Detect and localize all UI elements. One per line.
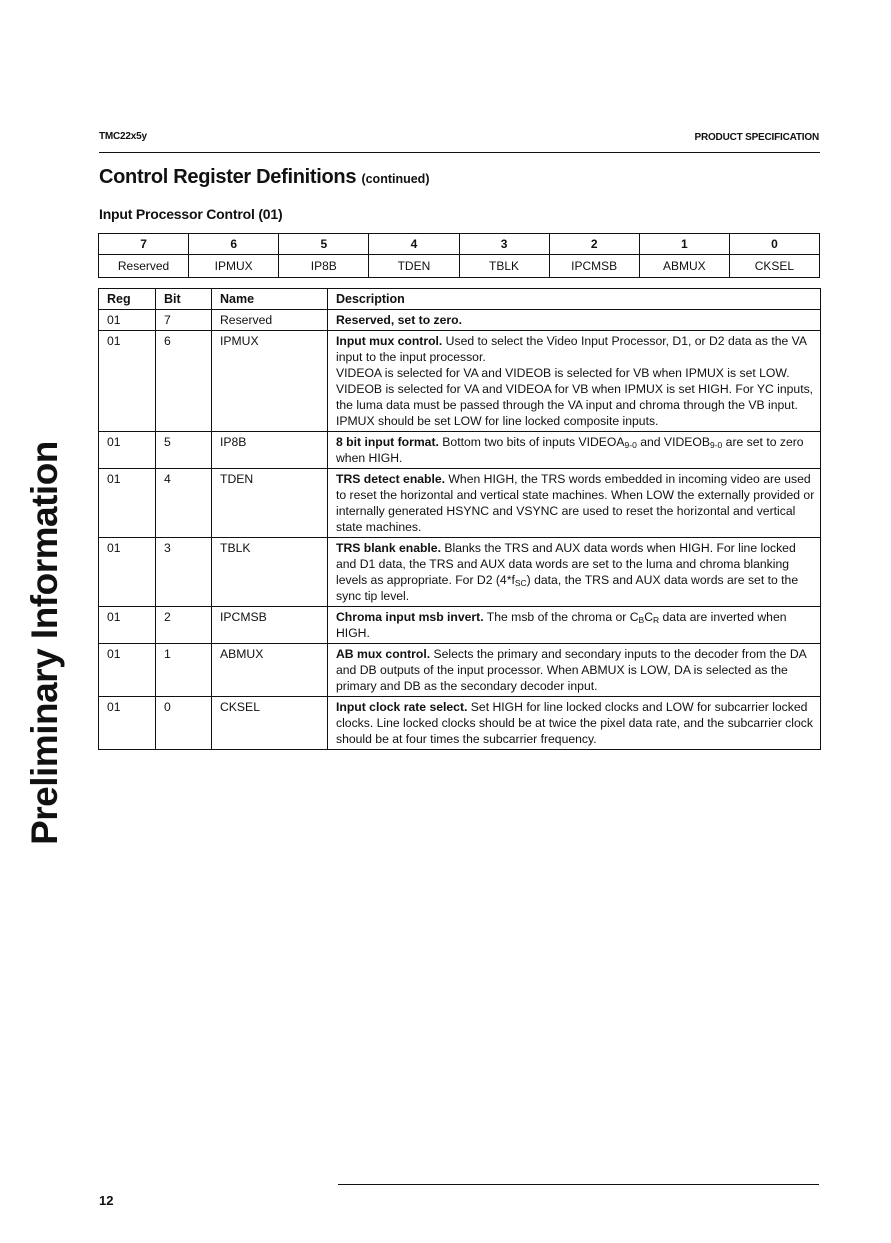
subscript: B (638, 615, 645, 625)
table-row (99, 607, 821, 644)
bit-name-cell: Reserved (99, 255, 189, 278)
page-title-main: Control Register Definitions (99, 166, 357, 188)
bit-map-table (98, 233, 820, 278)
bit-cell: 1 (156, 644, 212, 697)
desc-cell (328, 331, 821, 432)
bit-cell: 4 (156, 469, 212, 538)
header-doc-type: PRODUCT SPECIFICATION (694, 132, 819, 143)
bit-name-cell: TDEN (369, 255, 459, 278)
desc-cell (328, 432, 821, 469)
subscript: 9-0 (624, 440, 637, 450)
reg-cell: 01 (99, 432, 156, 469)
section-title: Input Processor Control (01) (99, 206, 283, 222)
desc-cell (328, 469, 821, 538)
table-row (99, 331, 821, 432)
desc-text: Bottom two bits of inputs VIDEOA (438, 435, 625, 449)
desc-text: ) data, the TRS and AUX data words are set to the sync tip level. (336, 573, 799, 603)
desc-text: are set to zero when HIGH. (336, 435, 804, 465)
bit-cell: 7 (156, 310, 212, 331)
bit-number-row (99, 234, 820, 255)
reg-cell: 01 (99, 607, 156, 644)
table-row (99, 310, 821, 331)
desc-lead: AB mux control. (336, 647, 431, 661)
bit-name-cell: IPMUX (189, 255, 279, 278)
table-row (99, 469, 821, 538)
subscript: SC (514, 578, 527, 588)
reg-cell: 01 (99, 644, 156, 697)
bit-name-cell: CKSEL (729, 255, 819, 278)
bit-name-cell: IPCMSB (549, 255, 639, 278)
name-cell: TDEN (212, 469, 328, 538)
desc-cell (328, 697, 821, 750)
subscript: 9-0 (710, 440, 723, 450)
bit-cell: 3 (156, 538, 212, 607)
bit-name-cell: TBLK (459, 255, 549, 278)
desc-text: IPMUX should be set LOW for line locked composite inputs. (336, 414, 659, 428)
desc-text: Blanks the TRS and AUX data words when HIGH. For line locked and D1 data, the TRS and AUX data words are set to the luma and chroma blanking levels as appropriate. For D2 (4*f (336, 541, 796, 587)
bit-number-cell: 1 (639, 234, 729, 255)
desc-lead: Input clock rate select. (336, 700, 468, 714)
name-cell: IPMUX (212, 331, 328, 432)
desc-lead: TRS blank enable. (336, 541, 441, 555)
reg-cell: 01 (99, 331, 156, 432)
bit-cell: 0 (156, 697, 212, 750)
footer-rule (338, 1184, 819, 1185)
reg-cell: 01 (99, 469, 156, 538)
desc-lead: Chroma input msb invert. (336, 610, 484, 624)
desc-cell (328, 310, 821, 331)
desc-text: and VIDEOB (636, 435, 710, 449)
table-row (99, 538, 821, 607)
desc-lead: TRS detect enable. (336, 472, 446, 486)
desc-text: The msb of the chroma or C (483, 610, 639, 624)
side-banner (12, 420, 78, 865)
desc-lead: Input mux control. (336, 334, 443, 348)
bit-number-cell: 4 (369, 234, 459, 255)
header-rule (99, 152, 820, 153)
name-cell: Reserved (212, 310, 328, 331)
table-header-row (99, 289, 821, 310)
desc-text: Set HIGH for line locked clocks and LOW for subcarrier locked clocks. Line locked clocks should be at twice the pixel data rate, and the subcarrier clock should be at four times the subcarrier frequency. (336, 700, 813, 746)
col-header-reg: Reg (99, 289, 156, 310)
bit-number-cell: 7 (99, 234, 189, 255)
reg-cell: 01 (99, 697, 156, 750)
desc-text: Used to select the Video Input Processor, D1, or D2 data as the VA input to the input processor. (336, 334, 807, 364)
desc-lead: 8 bit input format. (336, 435, 439, 449)
subscript: R (653, 615, 660, 625)
bit-cell: 2 (156, 607, 212, 644)
bit-name-row (99, 255, 820, 278)
name-cell: IP8B (212, 432, 328, 469)
name-cell: IPCMSB (212, 607, 328, 644)
side-banner-text: Preliminary Information (24, 440, 65, 845)
col-header-bit: Bit (156, 289, 212, 310)
desc-text: data are inverted when HIGH. (336, 610, 787, 640)
bit-name-cell: ABMUX (639, 255, 729, 278)
desc-cell (328, 644, 821, 697)
name-cell: CKSEL (212, 697, 328, 750)
table-row (99, 644, 821, 697)
name-cell: ABMUX (212, 644, 328, 697)
bit-cell: 6 (156, 331, 212, 432)
desc-cell (328, 538, 821, 607)
register-table (98, 288, 821, 750)
bit-cell: 5 (156, 432, 212, 469)
page-title (99, 166, 429, 189)
desc-text: When HIGH, the TRS words embedded in incoming video are used to reset the horizontal and vertical state machines. When LOW the externally provided or internally generated HSYNC and VSYNC are used to reset the horizontal and vertical state machines. (336, 472, 815, 534)
bit-number-cell: 0 (729, 234, 819, 255)
reg-cell: 01 (99, 538, 156, 607)
desc-text: VIDEOA is selected for VA and VIDEOB is selected for VB when IPMUX is set LOW. VIDEOB is selected for VA and VIDEOA for VB when IPMUX is set HIGH. For YC inputs, the luma data must be passed through the VA input and chroma through the VB input. (336, 366, 814, 412)
bit-number-cell: 2 (549, 234, 639, 255)
name-cell: TBLK (212, 538, 328, 607)
bit-number-cell: 3 (459, 234, 549, 255)
bit-name-cell: IP8B (279, 255, 369, 278)
desc-cell (328, 607, 821, 644)
page-title-suffix: (continued) (361, 172, 430, 186)
desc-lead: Reserved, set to zero. (336, 313, 462, 327)
page-number: 12 (99, 1193, 114, 1208)
desc-text: C (644, 610, 653, 624)
table-row (99, 432, 821, 469)
desc-text: Selects the primary and secondary inputs to the decoder from the DA and DB outputs of the input processor. When ABMUX is LOW, DA is selected as the primary and DB as the secondary decoder input. (336, 647, 807, 693)
reg-cell: 01 (99, 310, 156, 331)
header-part-number: TMC22x5y (99, 131, 147, 142)
table-row (99, 697, 821, 750)
col-header-desc: Description (328, 289, 821, 310)
col-header-name: Name (212, 289, 328, 310)
bit-number-cell: 5 (279, 234, 369, 255)
bit-number-cell: 6 (189, 234, 279, 255)
